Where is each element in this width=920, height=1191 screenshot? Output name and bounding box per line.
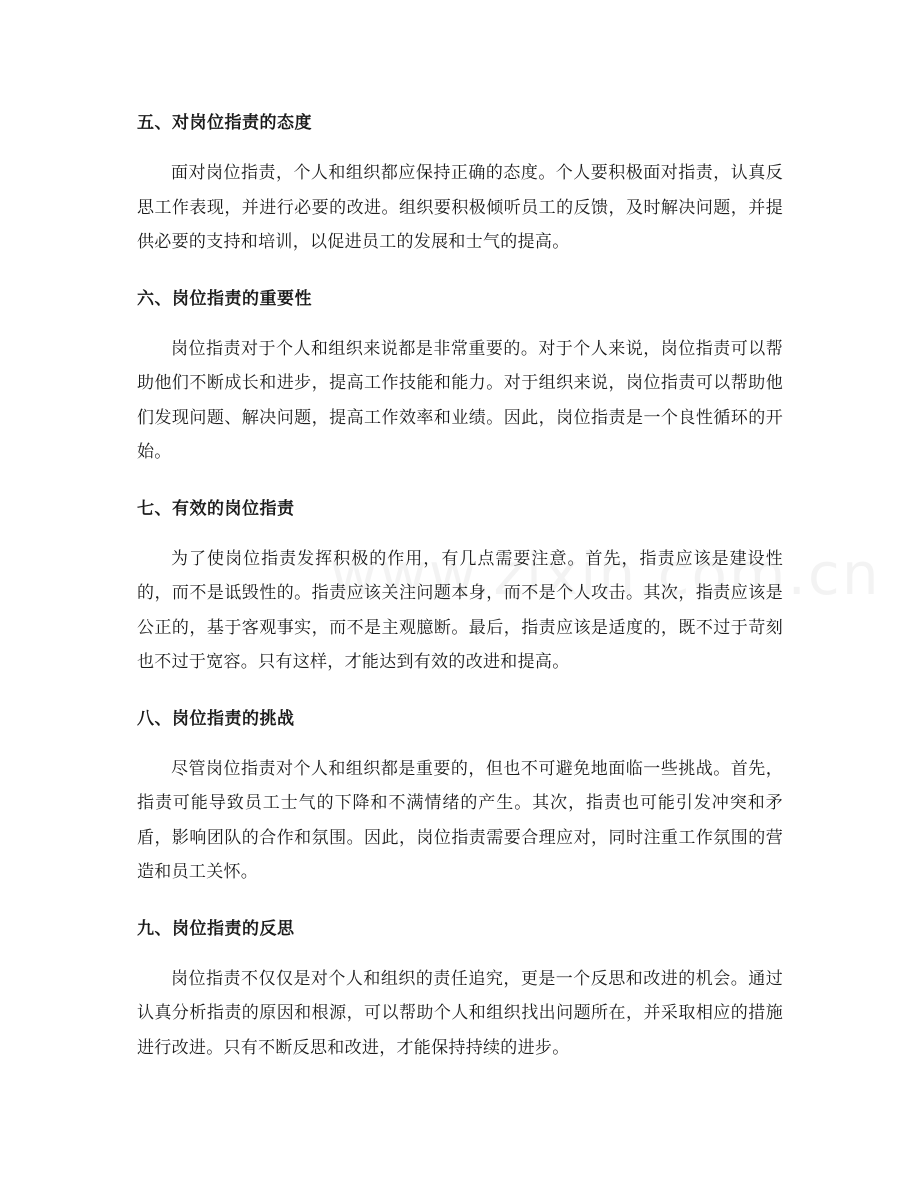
section-heading: 六、岗位指责的重要性 [137,288,312,309]
section-paragraph: 岗位指责对于个人和组织来说都是非常重要的。对于个人来说，岗位指责可以帮助他们不断成长和进步，提高工作技能和能力。对于组织来说，岗位指责可以帮助他们发现问题、解决问题，提高工作效率和业绩。因此，岗位指责是一个良性循环的开始。 [137,338,783,462]
section-paragraph: 面对岗位指责，个人和组织都应保持正确的态度。个人要积极面对指责，认真反思工作表现，并进行必要的改进。组织要积极倾听员工的反馈，及时解决问题，并提供必要的支持和培训，以促进员工的发展和士气的提高。 [137,163,783,252]
section-effective [137,490,783,680]
section-heading: 七、有效的岗位指责 [137,498,295,519]
section-heading: 五、对岗位指责的态度 [137,113,312,133]
section-heading: 九、岗位指责的反思 [137,918,295,939]
section-heading: 八、岗位指责的挑战 [137,708,295,729]
section-paragraph: 岗位指责不仅仅是对个人和组织的责任追究，更是一个反思和改进的机会。通过认真分析指责的原因和根源，可以帮助个人和组织找出问题所在，并采取相应的措施进行改进。只有不断反思和改进，才能保持持续的进步。 [137,968,783,1058]
section-attitude [137,104,783,260]
section-paragraph: 为了使岗位指责发挥积极的作用，有几点需要注意。首先，指责应该是建设性的，而不是诋毁性的。指责应该关注问题本身，而不是个人攻击。其次，指责应该是公正的，基于客观事实，而不是主观臆断。最后，指责应该是适度的，既不过于苛刻也不过于宽容。只有这样，才能达到有效的改进和提高。 [137,548,783,672]
section-challenges [137,700,783,890]
section-reflection [137,910,783,1066]
section-paragraph: 尽管岗位指责对个人和组织都是重要的，但也不可避免地面临一些挑战。首先，指责可能导致员工士气的下降和不满情绪的产生。其次，指责也可能引发冲突和矛盾，影响团队的合作和氛围。因此，岗位指责需要合理应对，同时注重工作氛围的营造和员工关怀。 [137,758,783,882]
document-body [137,104,783,1085]
section-importance [137,280,783,470]
